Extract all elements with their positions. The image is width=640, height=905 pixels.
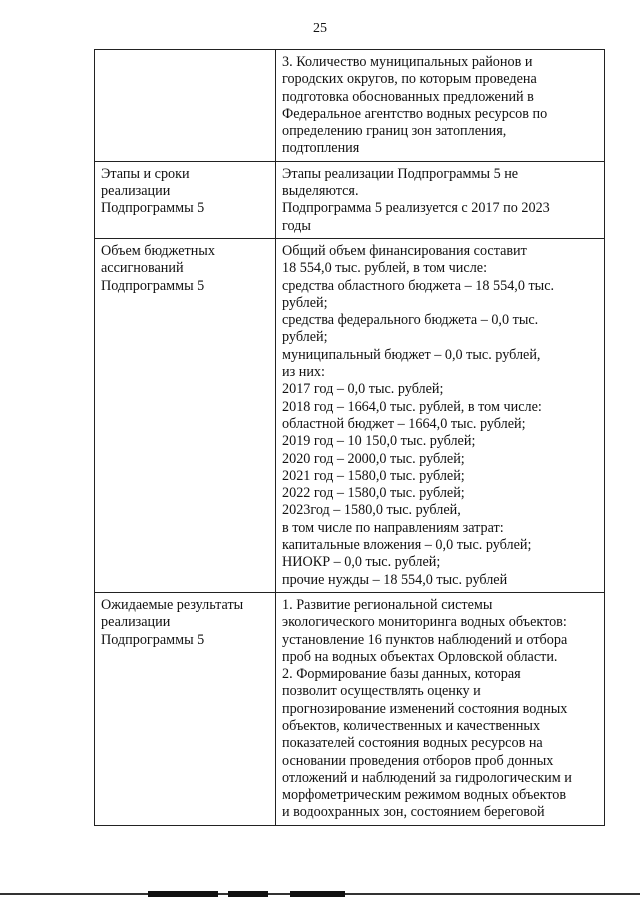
value-line: основании проведения отборов проб донных [282, 752, 554, 769]
row-value-cell [276, 592, 605, 825]
subprogram-passport-table [94, 49, 605, 826]
label-line: Этапы и сроки [101, 165, 190, 182]
value-line: и водоохранных зон, состоянием береговой [282, 804, 545, 821]
value-line: городских округов, по которым проведена [282, 71, 537, 88]
value-line: средства областного бюджета – 18 554,0 тыс. [282, 277, 555, 294]
value-line: позволит осуществлять оценку и [282, 683, 481, 700]
value-line: Этапы реализации Подпрограммы 5 не [282, 165, 519, 182]
value-line: 2020 год – 2000,0 тыс. рублей; [282, 450, 465, 467]
value-line: объектов, количественных и качественных [282, 717, 541, 734]
page-number: 25 [313, 21, 327, 36]
row-label-cell [95, 50, 276, 162]
value-line: определению границ зон затопления, [282, 123, 507, 140]
value-line: из них: [282, 364, 325, 381]
scan-artifact [290, 891, 345, 897]
value-line: областной бюджет – 1664,0 тыс. рублей; [282, 415, 526, 432]
table-row [95, 592, 605, 825]
row-label-cell [95, 592, 276, 825]
value-line: морфометрическим режимом водных объектов [282, 787, 567, 804]
row-value-cell [276, 50, 605, 162]
value-line: 2022 год – 1580,0 тыс. рублей; [282, 485, 465, 502]
value-line: в том числе по направлениям затрат: [282, 519, 504, 536]
table-row [95, 50, 605, 162]
value-line: средства федерального бюджета – 0,0 тыс. [282, 312, 539, 329]
label-line: Объем бюджетных [101, 242, 215, 259]
value-line: НИОКР – 0,0 тыс. рублей; [282, 554, 441, 571]
value-line: рублей; [282, 329, 328, 346]
value-line: прочие нужды – 18 554,0 тыс. рублей [282, 571, 508, 588]
value-line: 2021 год – 1580,0 тыс. рублей; [282, 467, 465, 484]
value-line: показателей состояния водных ресурсов на [282, 735, 543, 752]
label-line: реализации [101, 183, 171, 200]
label-line: Ожидаемые результаты [101, 596, 244, 613]
value-line: рублей; [282, 294, 328, 311]
value-line: 2019 год – 10 150,0 тыс. рублей; [282, 433, 476, 450]
value-line: 2017 год – 0,0 тыс. рублей; [282, 381, 444, 398]
scan-artifact [228, 891, 268, 897]
table-row [95, 161, 605, 238]
value-line: муниципальный бюджет – 0,0 тыс. рублей, [282, 346, 541, 363]
value-line: годы [282, 217, 311, 234]
value-line: подготовка обоснованных предложений в [282, 88, 534, 105]
value-line: экологического мониторинга водных объектов: [282, 614, 567, 631]
label-line: Подпрограммы 5 [101, 631, 205, 648]
table-body [95, 50, 605, 826]
value-line: капитальные вложения – 0,0 тыс. рублей; [282, 537, 532, 554]
value-line: Подпрограмма 5 реализуется с 2017 по 2023 [282, 200, 550, 217]
value-line: Федеральное агентство водных ресурсов по [282, 105, 548, 122]
label-line: Подпрограммы 5 [101, 200, 205, 217]
value-line: установление 16 пунктов наблюдений и отбора [282, 631, 568, 648]
value-line: отложений и наблюдений за гидрологическим и [282, 769, 572, 786]
value-line: 2018 год – 1664,0 тыс. рублей, в том числе: [282, 398, 542, 415]
scan-artifact [148, 891, 218, 897]
label-line: Подпрограммы 5 [101, 277, 205, 294]
label-line: ассигнований [101, 260, 184, 277]
value-line: 2023год – 1580,0 тыс. рублей, [282, 502, 461, 519]
label-line: реализации [101, 614, 171, 631]
row-label-cell [95, 161, 276, 238]
value-line: выделяются. [282, 183, 359, 200]
table-row [95, 238, 605, 592]
value-line: Общий объем финансирования составит [282, 242, 527, 259]
value-line: 2. Формирование базы данных, которая [282, 666, 521, 683]
value-line: проб на водных объектах Орловской области. [282, 648, 558, 665]
value-line: прогнозирование изменений состояния водных [282, 700, 568, 717]
value-line: подтопления [282, 140, 360, 157]
value-line: 18 554,0 тыс. рублей, в том числе: [282, 260, 488, 277]
value-line: 3. Количество муниципальных районов и [282, 54, 533, 70]
row-value-cell [276, 238, 605, 592]
row-label-cell [95, 238, 276, 592]
row-value-cell [276, 161, 605, 238]
value-line: 1. Развитие региональной системы [282, 596, 493, 613]
